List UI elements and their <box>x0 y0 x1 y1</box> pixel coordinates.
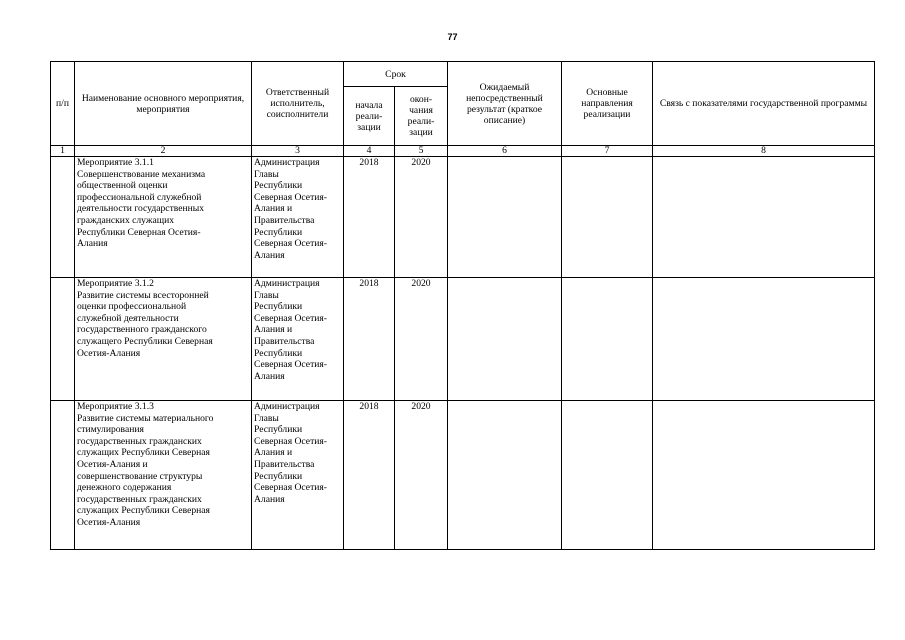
cell-expected <box>448 278 562 401</box>
table-row <box>51 401 875 550</box>
header-term: Срок <box>344 62 448 87</box>
cell-link <box>653 278 875 401</box>
column-number: 5 <box>395 146 448 157</box>
cell-start: 2018 <box>344 278 395 401</box>
activities-table <box>50 61 875 550</box>
cell-num <box>51 157 75 278</box>
column-number: 1 <box>51 146 75 157</box>
cell-num <box>51 401 75 550</box>
table-header <box>51 62 875 157</box>
cell-responsible: Администрация Главы Республики Северная Осетия- Алания и Правительства Республики Северная Осетия- Алания <box>252 401 344 550</box>
column-number: 2 <box>75 146 252 157</box>
cell-name: Мероприятие 3.1.3 Развитие системы материального стимулирования государственных гражданских служащих Республики Северная Осетия-Алания и совершенствование структуры денежного содержания государственных гражданских служащих Республики Северная Осетия-Алания <box>75 401 252 550</box>
table-row <box>51 278 875 401</box>
page-number: 77 <box>447 32 458 42</box>
cell-directions <box>562 157 653 278</box>
cell-num <box>51 278 75 401</box>
header-directions: Основные направления реализации <box>562 62 653 146</box>
cell-responsible: Администрация Главы Республики Северная Осетия- Алания и Правительства Республики Северная Осетия- Алания <box>252 278 344 401</box>
column-number: 3 <box>252 146 344 157</box>
table-body <box>51 157 875 550</box>
column-number: 8 <box>653 146 875 157</box>
column-number: 4 <box>344 146 395 157</box>
header-start: начала реали- зации <box>344 87 395 146</box>
cell-start: 2018 <box>344 157 395 278</box>
cell-start: 2018 <box>344 401 395 550</box>
header-responsible: Ответственный исполнитель, соисполнители <box>252 62 344 146</box>
cell-end: 2020 <box>395 401 448 550</box>
header-expected: Ожидаемый непосредственный результат (краткое описание) <box>448 62 562 146</box>
cell-link <box>653 157 875 278</box>
cell-expected <box>448 157 562 278</box>
header-num: п/п <box>51 62 75 146</box>
column-number: 7 <box>562 146 653 157</box>
header-end: окон- чания реали- зации <box>395 87 448 146</box>
cell-directions <box>562 278 653 401</box>
cell-name: Мероприятие 3.1.1 Совершенствование механизма общественной оценки профессиональной служебной деятельности государственных гражданских служащих Республики Северная Осетия- Алания <box>75 157 252 278</box>
cell-name: Мероприятие 3.1.2 Развитие системы всесторонней оценки профессиональной служебной деятельности государственного гражданского служащего Республики Северная Осетия-Алания <box>75 278 252 401</box>
table-row <box>51 157 875 278</box>
cell-link <box>653 401 875 550</box>
column-number-row <box>51 146 875 157</box>
cell-directions <box>562 401 653 550</box>
column-number: 6 <box>448 146 562 157</box>
header-name: Наименование основного мероприятия, мероприятия <box>75 62 252 146</box>
cell-end: 2020 <box>395 278 448 401</box>
cell-responsible: Администрация Главы Республики Северная Осетия- Алания и Правительства Республики Северная Осетия- Алания <box>252 157 344 278</box>
cell-expected <box>448 401 562 550</box>
header-link: Связь с показателями государственной программы <box>653 62 875 146</box>
cell-end: 2020 <box>395 157 448 278</box>
